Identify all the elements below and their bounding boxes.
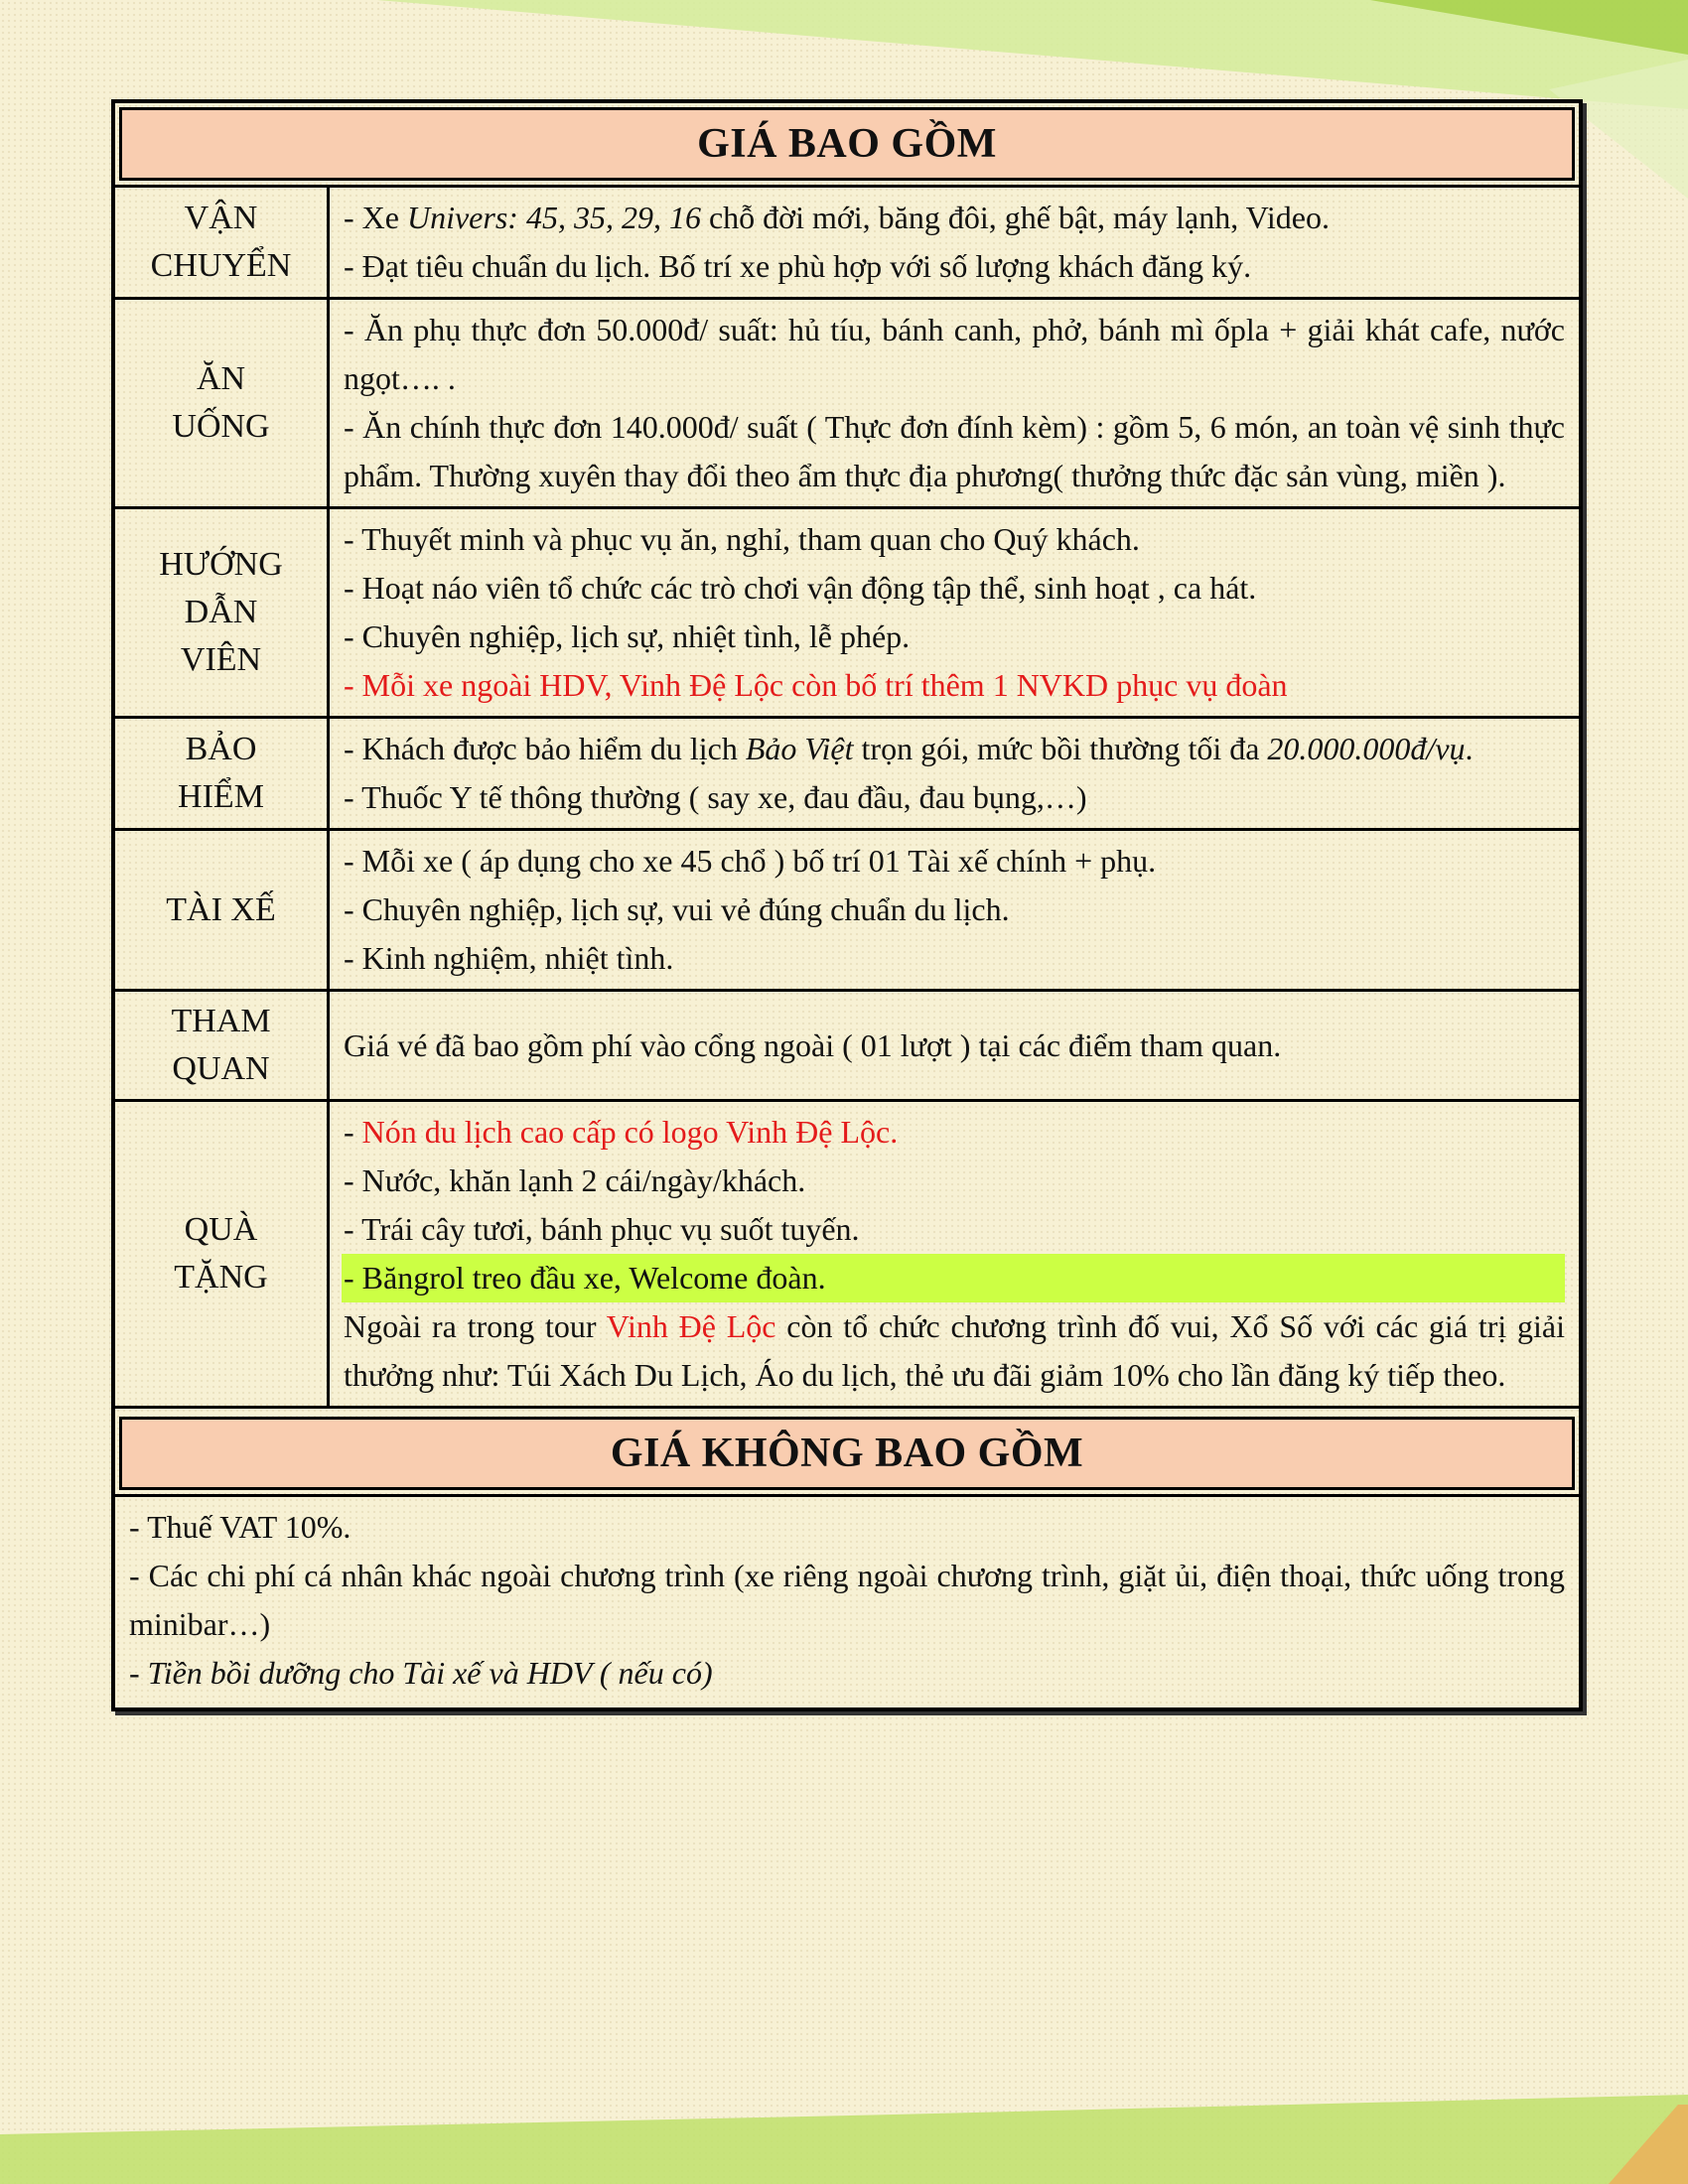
detail-line xyxy=(344,564,1565,613)
detail-line xyxy=(344,1205,1565,1254)
text-run: - Khách được bảo hiểm du lịch xyxy=(344,731,746,766)
category-word: VIÊN xyxy=(180,641,262,678)
detail-line xyxy=(344,515,1565,564)
excluded-section xyxy=(115,1406,1579,1707)
category-word: THAM xyxy=(171,1003,271,1039)
text-run: Bảo Việt xyxy=(745,731,854,766)
text-run: - Tiền bồi dưỡng cho Tài xế và HDV ( nếu có) xyxy=(129,1655,713,1691)
text-run: . xyxy=(1465,731,1474,766)
category-word: TẶNG xyxy=(174,1259,268,1296)
category-details xyxy=(329,991,1580,1101)
text-run: - Nước, khăn lạnh 2 cái/ngày/khách. xyxy=(344,1162,806,1198)
category-word: QUÀ xyxy=(184,1211,258,1248)
category-word: UỐNG xyxy=(172,408,270,445)
excluded-title: GIÁ KHÔNG BAO GỒM xyxy=(119,1417,1575,1490)
included-title: GIÁ BAO GỒM xyxy=(119,107,1575,181)
included-row xyxy=(115,508,1579,718)
text-run: - Kinh nghiệm, nhiệt tình. xyxy=(344,940,674,976)
text-run: - Thuốc Y tế thông thường ( say xe, đau đầu, đau bụng,…) xyxy=(344,779,1087,815)
included-row xyxy=(115,1101,1579,1407)
text-run: - Đạt tiêu chuẩn du lịch. Bố trí xe phù hợp với số lượng khách đăng ký. xyxy=(344,248,1252,284)
category-details xyxy=(329,187,1580,299)
detail-line xyxy=(344,1302,1565,1400)
text-run: chỗ đời mới, băng đôi, ghế bật, máy lạnh, Video. xyxy=(700,200,1330,235)
text-run: - Mỗi xe ngoài HDV, Vinh Đệ Lộc còn bố trí thêm 1 NVKD phục vụ đoàn xyxy=(344,667,1288,703)
category-word: VẬN xyxy=(184,200,258,236)
detail-line xyxy=(344,1022,1565,1070)
text-run: Giá vé đã bao gồm phí vào cổng ngoài ( 01 lượt ) tại các điểm tham quan. xyxy=(344,1026,1282,1063)
category-label xyxy=(115,718,329,830)
detail-line xyxy=(344,837,1565,886)
category-label xyxy=(115,830,329,991)
text-run: trọn gói, mức bồi thường tối đa xyxy=(853,731,1268,766)
detail-line xyxy=(344,1157,1565,1205)
text-run: - Ăn phụ thực đơn 50.000đ/ suất: hủ tíu, bánh canh, phở, bánh mì ốpla + giải khát cafe, nước ngọt…. . xyxy=(344,312,1565,396)
text-run: - Thuế VAT 10%. xyxy=(129,1509,352,1545)
text-run: - Chuyên nghiệp, lịch sự, nhiệt tình, lễ phép. xyxy=(344,618,911,654)
category-word: TÀI XẾ xyxy=(166,890,276,928)
category-details xyxy=(329,508,1580,718)
text-run: - Mỗi xe ( áp dụng cho xe 45 chổ ) bố trí 01 Tài xế chính + phụ. xyxy=(344,843,1157,879)
price-document xyxy=(111,99,1583,1711)
bottom-green-shape xyxy=(0,2095,1688,2184)
category-label xyxy=(115,991,329,1101)
text-run: - Băngrol treo đầu xe, Welcome đoàn. xyxy=(344,1260,826,1296)
category-label xyxy=(115,1101,329,1407)
included-row xyxy=(115,991,1579,1101)
detail-line xyxy=(344,1108,1565,1157)
detail-line xyxy=(344,613,1565,661)
text-run: Vinh Đệ Lộc xyxy=(606,1308,776,1344)
included-row xyxy=(115,830,1579,991)
category-label xyxy=(115,299,329,508)
excluded-list xyxy=(115,1494,1579,1707)
text-run: - Xe xyxy=(344,200,407,235)
included-row xyxy=(115,299,1579,508)
text-run: Ngoài ra trong tour xyxy=(344,1308,607,1344)
detail-line xyxy=(344,773,1565,822)
category-word: BẢO xyxy=(185,731,257,767)
category-word: HƯỚNG xyxy=(159,546,283,583)
category-details xyxy=(329,718,1580,830)
category-label xyxy=(115,508,329,718)
text-run: Nón du lịch cao cấp có logo Vinh Đệ Lộc. xyxy=(361,1114,899,1150)
category-word: ĂN xyxy=(196,360,246,397)
category-details xyxy=(329,830,1580,991)
text-run: - Trái cây tươi, bánh phục vụ suốt tuyến. xyxy=(344,1211,860,1247)
category-word: HIỂM xyxy=(178,778,264,815)
detail-line xyxy=(342,1254,1565,1302)
text-run: - xyxy=(344,1114,362,1150)
detail-line xyxy=(344,661,1565,710)
text-run: - Ăn chính thực đơn 140.000đ/ suất ( Thực đơn đính kèm) : gồm 5, 6 món, an toàn vệ sinh thực phẩm. Thường xuyên thay đổi theo ẩm thực địa phương( thưởng thức đặc sản vùng, miền ). xyxy=(344,409,1565,493)
text-run: 20.000.000đ/vụ xyxy=(1267,731,1466,766)
included-table xyxy=(115,185,1579,1406)
category-word: QUAN xyxy=(172,1050,270,1087)
text-run: Univers: 45, 35, 29, 16 xyxy=(406,200,701,235)
text-run: còn tổ chức chương trình đố vui, Xổ Số với các giá trị giải thưởng như: Túi Xách Du Lịch, Áo du lịch, thẻ ưu đãi giảm 10% cho lần đăng ký tiếp theo. xyxy=(344,1308,1566,1393)
detail-line xyxy=(344,403,1565,500)
category-word: CHUYỂN xyxy=(150,247,292,284)
text-run: - Chuyên nghiệp, lịch sự, vui vẻ đúng chuẩn du lịch. xyxy=(344,891,1010,927)
category-label xyxy=(115,187,329,299)
detail-line xyxy=(344,934,1565,983)
included-row xyxy=(115,187,1579,299)
category-word: DẪN xyxy=(184,594,258,630)
text-run: - Thuyết minh và phục vụ ăn, nghỉ, tham quan cho Quý khách. xyxy=(344,521,1140,557)
text-run: - Hoạt náo viên tổ chức các trò chơi vận động tập thể, sinh hoạt , ca hát. xyxy=(344,570,1257,606)
detail-line xyxy=(344,725,1565,773)
category-details xyxy=(329,299,1580,508)
detail-line xyxy=(344,886,1565,934)
detail-line xyxy=(344,194,1565,242)
text-run: - Các chi phí cá nhân khác ngoài chương trình (xe riêng ngoài chương trình, giặt ủi, điện thoại, thức uống trong minibar…) xyxy=(129,1558,1565,1642)
detail-line xyxy=(344,242,1565,291)
detail-line xyxy=(344,306,1565,403)
excluded-line xyxy=(129,1649,1565,1698)
excluded-line xyxy=(129,1552,1565,1649)
included-row xyxy=(115,718,1579,830)
excluded-line xyxy=(129,1503,1565,1552)
category-details xyxy=(329,1101,1580,1407)
